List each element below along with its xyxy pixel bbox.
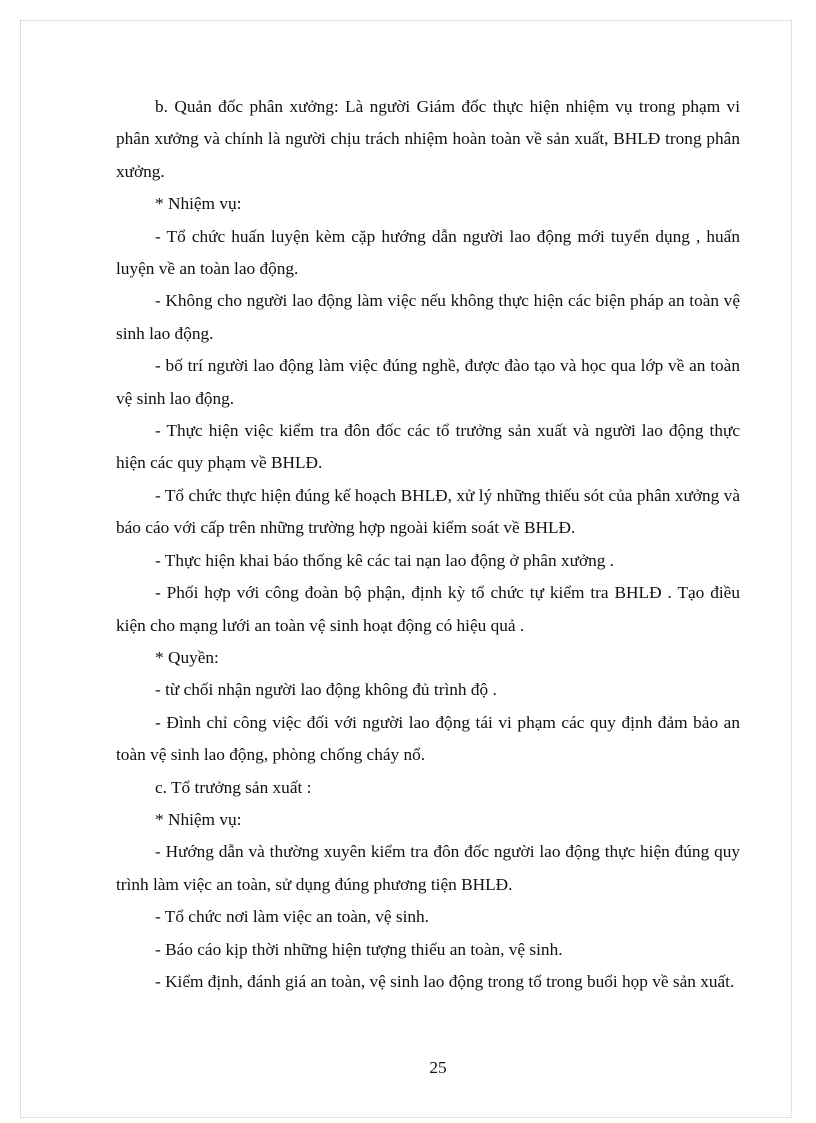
- paragraph-duty-evaluate: - Kiểm định, đánh giá an toàn, vệ sinh lao động trong tổ trong buổi họp về sản xuất.: [155, 971, 735, 991]
- paragraph-duty-report-accidents: - Thực hiện khai báo thống kê các tai nạn lao động ở phân xưởng .: [155, 550, 614, 570]
- paragraph-nhiem-vu-heading: * Nhiệm vụ:: [155, 194, 242, 214]
- paragraph-duty-guide-workers: - Hướng dẫn và thường xuyên kiểm tra đôn đốc người lao động thực hiện đúng quy trình làm việc an toàn, sử dụng đúng phương tiện BHLĐ.: [116, 842, 740, 894]
- paragraph-duty-training: - Tổ chức huấn luyện kèm cặp hướng dẫn người lao động mới tuyển dụng , huấn luyện về an toàn lao động.: [116, 226, 740, 279]
- paragraph-duty-report-hazards: - Báo cáo kịp thời những hiện tượng thiếu an toàn, vệ sinh.: [155, 939, 563, 959]
- paragraph-nhiem-vu-heading-2: * Nhiệm vụ:: [155, 809, 242, 829]
- paragraph-duty-inspect: - Thực hiện việc kiểm tra đôn đốc các tổ trưởng sản xuất và người lao động thực hiện các quy phạm về BHLĐ.: [116, 421, 740, 473]
- paragraph-right-refuse: - từ chối nhận người lao động không đủ trình độ .: [155, 680, 497, 700]
- paragraph-duty-assign-trained: - bố trí người lao động làm việc đúng nghề, được đào tạo và học qua lớp về an toàn vệ sinh lao động.: [116, 356, 740, 408]
- paragraph-duty-plan: - Tổ chức thực hiện đúng kế hoạch BHLĐ, xử lý những thiếu sót của phân xưởng và báo cáo với cấp trên những trường hợp ngoài kiểm soát về BHLĐ.: [116, 485, 740, 538]
- paragraph-duty-organize-workplace: - Tổ chức nơi làm việc an toàn, vệ sinh.: [155, 907, 429, 927]
- paragraph-right-suspend: - Đình chỉ công việc đối với người lao động tái vi phạm các quy định đảm bảo an toàn vệ sinh lao động, phòng chống cháy nổ.: [116, 712, 740, 765]
- paragraph-duty-coordinate-union: - Phối hợp với công đoàn bộ phận, định kỳ tổ chức tự kiểm tra BHLĐ . Tạo điều kiện cho mạng lưới an toàn vệ sinh hoạt động có hiệu quả .: [116, 583, 740, 635]
- page-number: 25: [429, 1058, 447, 1077]
- paragraph-duty-no-unsafe-work: - Không cho người lao động làm việc nếu không thực hiện các biện pháp an toàn vệ sinh lao động.: [116, 291, 740, 343]
- paragraph-quan-doc-definition: b. Quản đốc phân xưởng: Là người Giám đốc thực hiện nhiệm vụ trong phạm vi phân xưởng và chính là người chịu trách nhiệm hoàn toàn về sản xuất, BHLĐ trong phân xưởng.: [116, 97, 740, 181]
- paragraph-to-truong-heading: c. Tổ trưởng sản xuất :: [155, 777, 312, 797]
- document-body: [116, 91, 740, 998]
- paragraph-quyen-heading: * Quyền:: [155, 647, 219, 667]
